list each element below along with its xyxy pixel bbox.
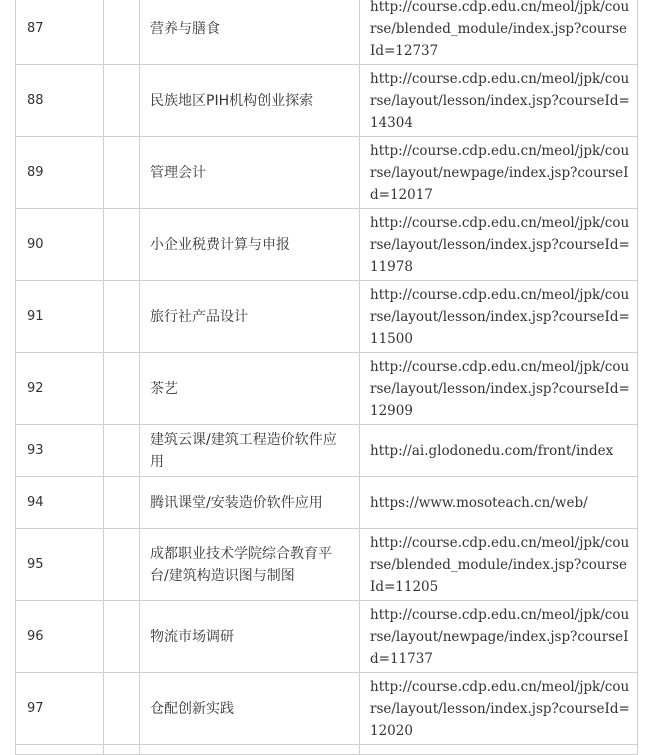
table-row <box>16 673 638 745</box>
blank-cell <box>104 529 140 601</box>
blank-cell <box>104 65 140 137</box>
table-row <box>16 209 638 281</box>
course-url-link[interactable]: http://course.cdp.edu.cn/meol/jpk/course/layout/lesson/index.jsp?courseId=11500 <box>360 281 638 353</box>
row-number: 92 <box>16 353 104 425</box>
course-name: 民族地区PIH机构创业探索 <box>140 65 360 137</box>
table-row <box>16 281 638 353</box>
table-row <box>16 425 638 477</box>
blank-cell <box>104 209 140 281</box>
row-number: 96 <box>16 601 104 673</box>
table-row <box>16 477 638 529</box>
row-number: 95 <box>16 529 104 601</box>
course-name: 腾讯课堂/安装造价软件应用 <box>140 477 360 529</box>
course-name: 物流市场调研 <box>140 601 360 673</box>
course-name: 茶艺 <box>140 353 360 425</box>
row-number: 89 <box>16 137 104 209</box>
blank-cell <box>104 477 140 529</box>
course-url-link[interactable]: http://ai.glodonedu.com/front/index <box>360 425 638 477</box>
course-name: 管理会计 <box>140 137 360 209</box>
course-url-link[interactable]: http://course.cdp.edu.cn/meol/jpk/course/blended_module/index.jsp?courseId=11205 <box>360 529 638 601</box>
table-row <box>16 65 638 137</box>
blank-cell <box>104 281 140 353</box>
blank-cell <box>104 137 140 209</box>
course-name: 建筑云课/建筑工程造价软件应用 <box>140 425 360 477</box>
row-number: 90 <box>16 209 104 281</box>
course-url-link[interactable]: http://course.cdp.edu.cn/meol/jpk/course/layout/newpage/index.jsp?courseId=11737 <box>360 601 638 673</box>
row-number: 93 <box>16 425 104 477</box>
course-name: 小企业税费计算与申报 <box>140 209 360 281</box>
course-url-link[interactable]: http://course.cdp.edu.cn/meol/jpk/course/blended_module/index.jsp?courseId=12737 <box>360 0 638 65</box>
row-number: 97 <box>16 673 104 745</box>
table-row <box>16 529 638 601</box>
course-url-link[interactable]: http://course.cdp.edu.cn/meol/jpk/course/layout/lesson/index.jsp?courseId=12909 <box>360 353 638 425</box>
table-row <box>16 0 638 65</box>
course-url-link[interactable]: http://course.cdp.edu.cn/meol/jpk/course/layout/lesson/index.jsp?courseId=11978 <box>360 209 638 281</box>
course-name: 仓配创新实践 <box>140 673 360 745</box>
table-row <box>16 601 638 673</box>
blank-cell <box>104 425 140 477</box>
course-url-link[interactable]: http://course.cdp.edu.cn/meol/jpk/course/layout/lesson/index.jsp?courseId=12020 <box>360 673 638 745</box>
course-name: 营养与膳食 <box>140 0 360 65</box>
course-url-link[interactable]: https://www.mosoteach.cn/web/ <box>360 477 638 529</box>
course-url-link[interactable]: http://course.cdp.edu.cn/meol/jpk/course/layout/newpage/index.jsp?courseId=12017 <box>360 137 638 209</box>
blank-cell <box>104 0 140 65</box>
table-row <box>16 137 638 209</box>
course-name: 成都职业技术学院综合教育平台/建筑构造识图与制图 <box>140 529 360 601</box>
row-number: 94 <box>16 477 104 529</box>
course-url-link[interactable]: http://course.cdp.edu.cn/meol/jpk/course/layout/lesson/index.jsp?courseId=14304 <box>360 65 638 137</box>
course-table <box>15 0 638 755</box>
blank-cell <box>104 353 140 425</box>
course-name: 旅行社产品设计 <box>140 281 360 353</box>
row-number: 87 <box>16 0 104 65</box>
row-number: 91 <box>16 281 104 353</box>
row-number: 88 <box>16 65 104 137</box>
blank-cell <box>104 673 140 745</box>
table-row <box>16 353 638 425</box>
blank-cell <box>104 601 140 673</box>
